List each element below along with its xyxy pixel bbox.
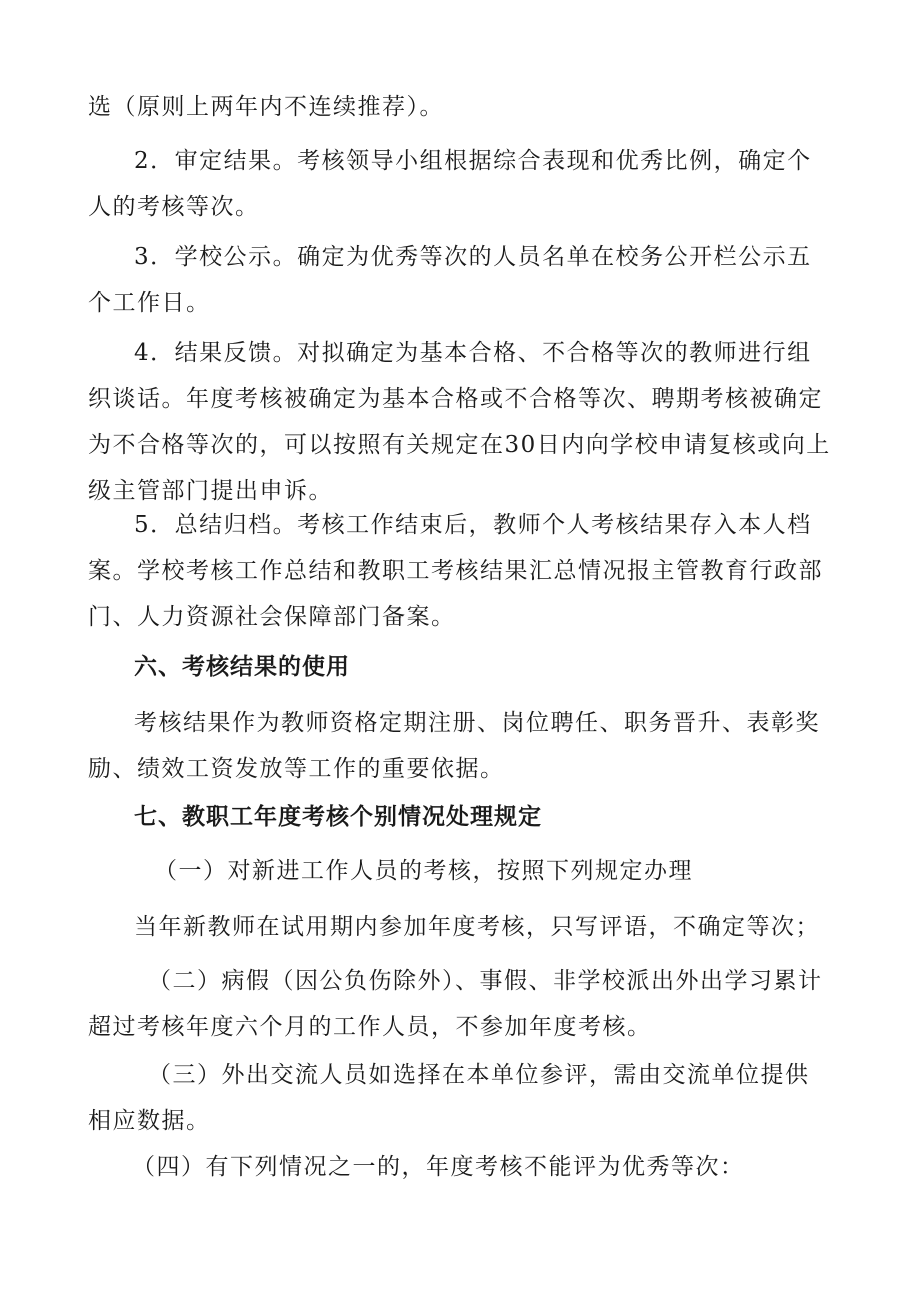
paragraph-item-2: 2．审定结果。考核领导小组根据综合表现和优秀比例，确定个人的考核等次。	[88, 148, 812, 220]
section-heading-7: 七、教职工年度考核个别情况处理规定	[134, 804, 542, 830]
subsection-2: （二）病假（因公负伤除外）、事假、非学校派出外出学习累计超过考核年度六个月的工作人员，不参加年度考核。	[88, 968, 823, 1040]
subsection-4: （四）有下列情况之一的，年度考核不能评为优秀等次：	[132, 1154, 745, 1180]
paragraph-results-usage: 考核结果作为教师资格定期注册、岗位聘任、职务晋升、表彰奖励、绩效工资发放等工作的重要依据。	[88, 710, 820, 782]
paragraph-item-3: 3．学校公示。确定为优秀等次的人员名单在校务公开栏公示五个工作日。	[88, 244, 812, 316]
subsection-3: （三）外出交流人员如选择在本单位参评，需由交流单位提供相应数据。	[88, 1062, 810, 1134]
subsection-1: （一）对新进工作人员的考核，按照下列规定办理	[154, 858, 693, 884]
paragraph-item-4: 4．结果反馈。对拟确定为基本合格、不合格等次的教师进行组织谈话。年度考核被确定为基本合格或不合格等次、聘期考核被确定为不合格等次的，可以按照有关规定在30日内向学校申请复核或向上级主管部门提出申诉。	[88, 340, 831, 504]
paragraph-new-teachers: 当年新教师在试用期内参加年度考核，只写评语，不确定等次；	[134, 914, 820, 940]
paragraph-continuation: 选（原则上两年内不连续推荐）。	[88, 94, 444, 120]
paragraph-item-5: 5．总结归档。考核工作结束后，教师个人考核结果存入本人档案。学校考核工作总结和教职工考核结果汇总情况报主管教育行政部门、人力资源社会保障部门备案。	[88, 512, 823, 630]
section-heading-6: 六、考核结果的使用	[134, 654, 350, 680]
